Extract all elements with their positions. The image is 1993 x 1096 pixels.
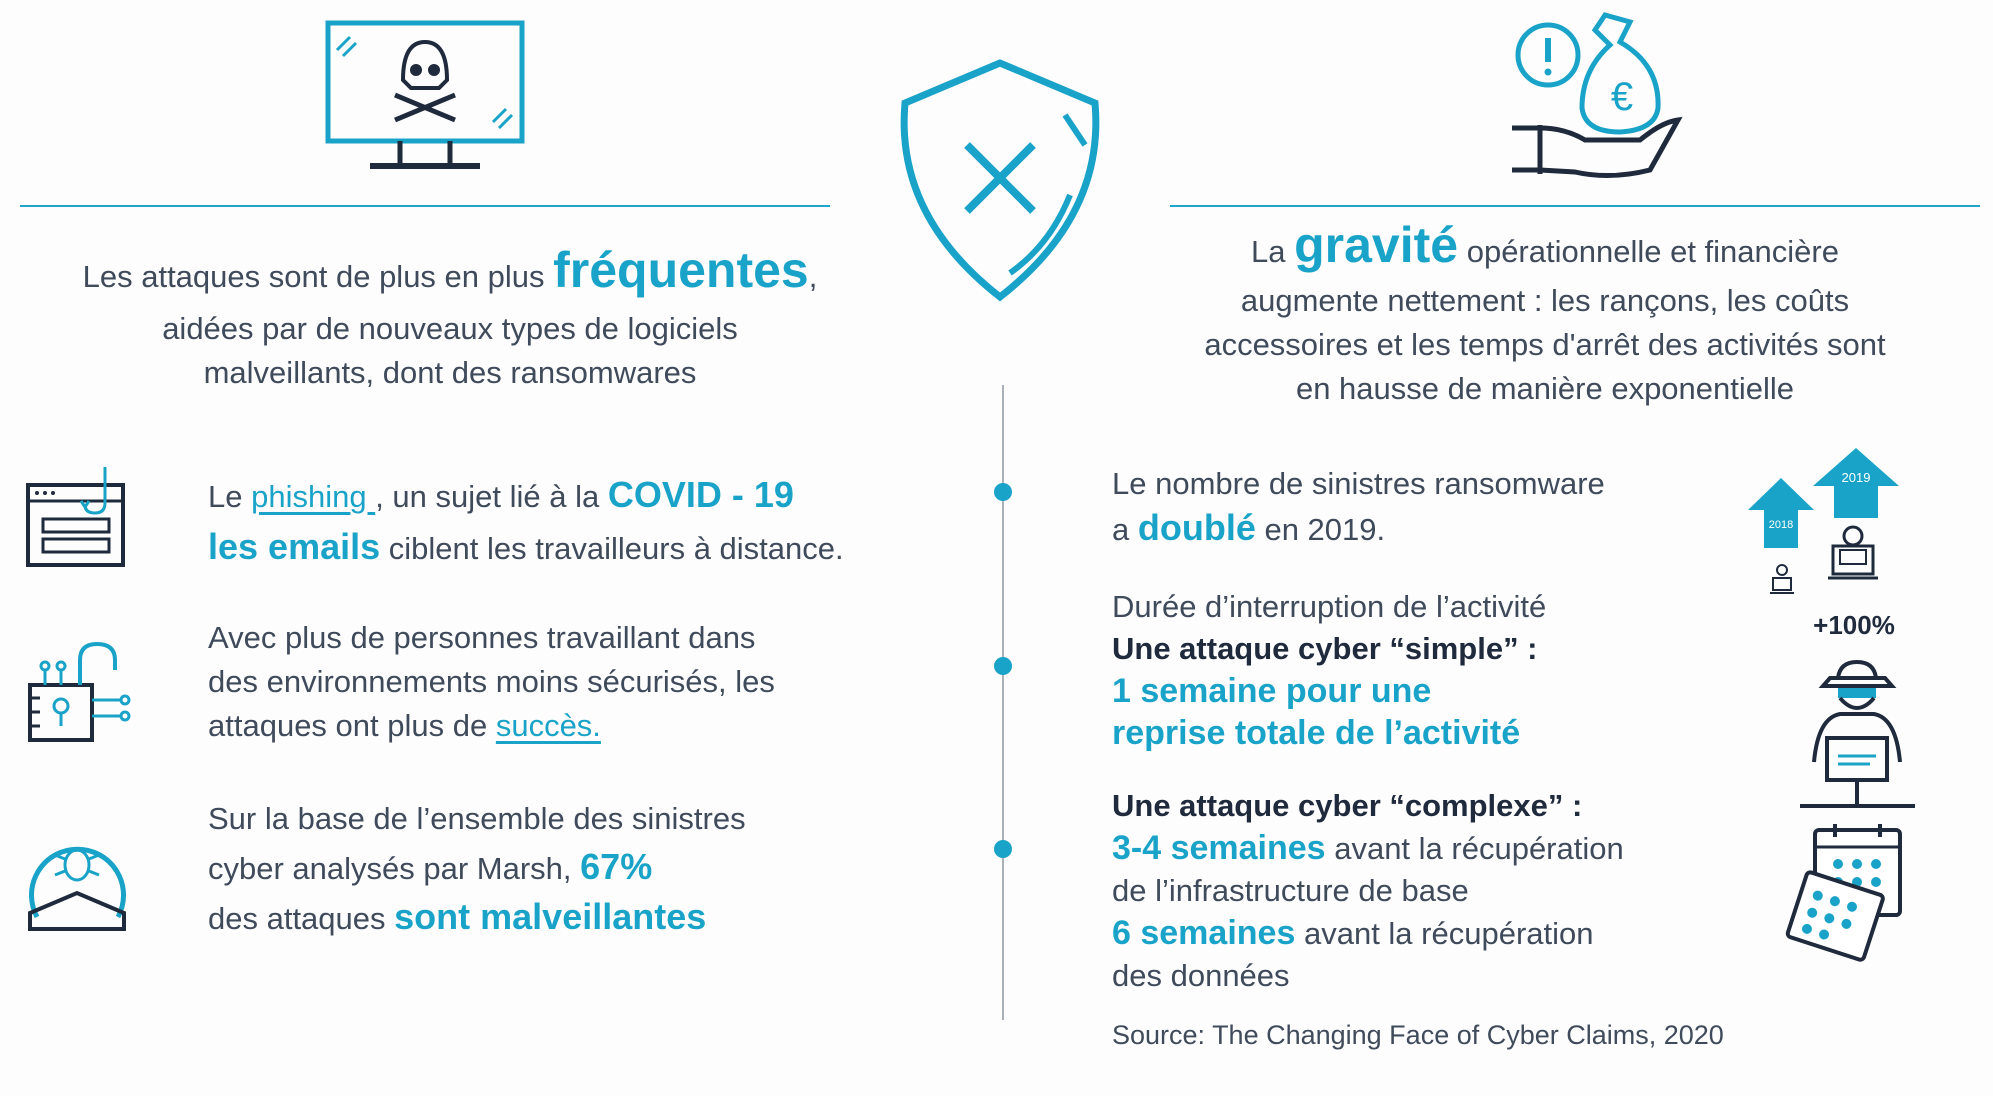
timeline-dot xyxy=(994,840,1012,858)
hacker-laptop-icon xyxy=(1800,658,1915,810)
unsecured-env-item: Avec plus de personnes travaillant dans des environnements moins sécurisés, les attaques ont plus de succès. xyxy=(208,620,775,743)
right-divider xyxy=(1170,205,1980,207)
gravity-highlight: gravité xyxy=(1294,217,1459,273)
timeline-dot xyxy=(994,657,1012,675)
hand-money-bag-icon xyxy=(1510,10,1680,185)
source-note: Source: The Changing Face of Cyber Claims, 2020 xyxy=(1112,1020,1724,1050)
timeline-line xyxy=(1002,385,1004,1020)
calendar-icon xyxy=(1790,822,1915,957)
timeline-dot xyxy=(994,483,1012,501)
increase-label: +100% xyxy=(1813,610,1895,640)
phishing-item: Le phishing , un sujet lié à la COVID - 19 les emails ciblent les travailleurs à distance. xyxy=(208,474,844,567)
skull-monitor-icon xyxy=(325,20,525,180)
svg-text:€: € xyxy=(1610,75,1634,119)
right-header: La gravité opérationnelle et financière augmente nettement : les rançons, les coûts accessoires et les temps d'arrêt des activités sont en hausse de manière exponentielle xyxy=(1204,217,1886,406)
left-divider xyxy=(20,205,830,207)
phishing-email-icon xyxy=(25,465,130,570)
phishing-link[interactable]: phishing xyxy=(251,479,376,514)
left-header: Les attaques sont de plus en plus fréquentes, aidées par de nouveaux types de logiciels malveillants, dont des ransomwares xyxy=(82,242,818,390)
broken-lock-icon xyxy=(25,640,135,745)
frequent-highlight: fréquentes xyxy=(553,242,809,298)
shield-x-icon xyxy=(875,55,1125,305)
ransomware-growth-graphic xyxy=(1748,448,1898,638)
year-2018-label: 2018 xyxy=(1768,519,1794,531)
ransomware-claims-item: Le nombre de sinistres ransomware a doublé en 2019. xyxy=(1112,466,1605,548)
bug-shield-icon xyxy=(25,835,130,935)
complex-attack-item: Une attaque cyber “complexe” : 3-4 semaines avant la récupération de l’infrastructure de base 6 semaines avant la récupération des données xyxy=(1112,788,1624,993)
malicious-attacks-item: Sur la base de l’ensemble des sinistres cyber analysés par Marsh, 67% des attaques sont malveillantes xyxy=(208,801,746,937)
downtime-item: Durée d’interruption de l’activité Une attaque cyber “simple” : 1 semaine pour une reprise totale de l’activité xyxy=(1112,589,1547,752)
year-2019-label: 2019 xyxy=(1841,470,1871,485)
success-link[interactable]: succès. xyxy=(495,708,601,743)
